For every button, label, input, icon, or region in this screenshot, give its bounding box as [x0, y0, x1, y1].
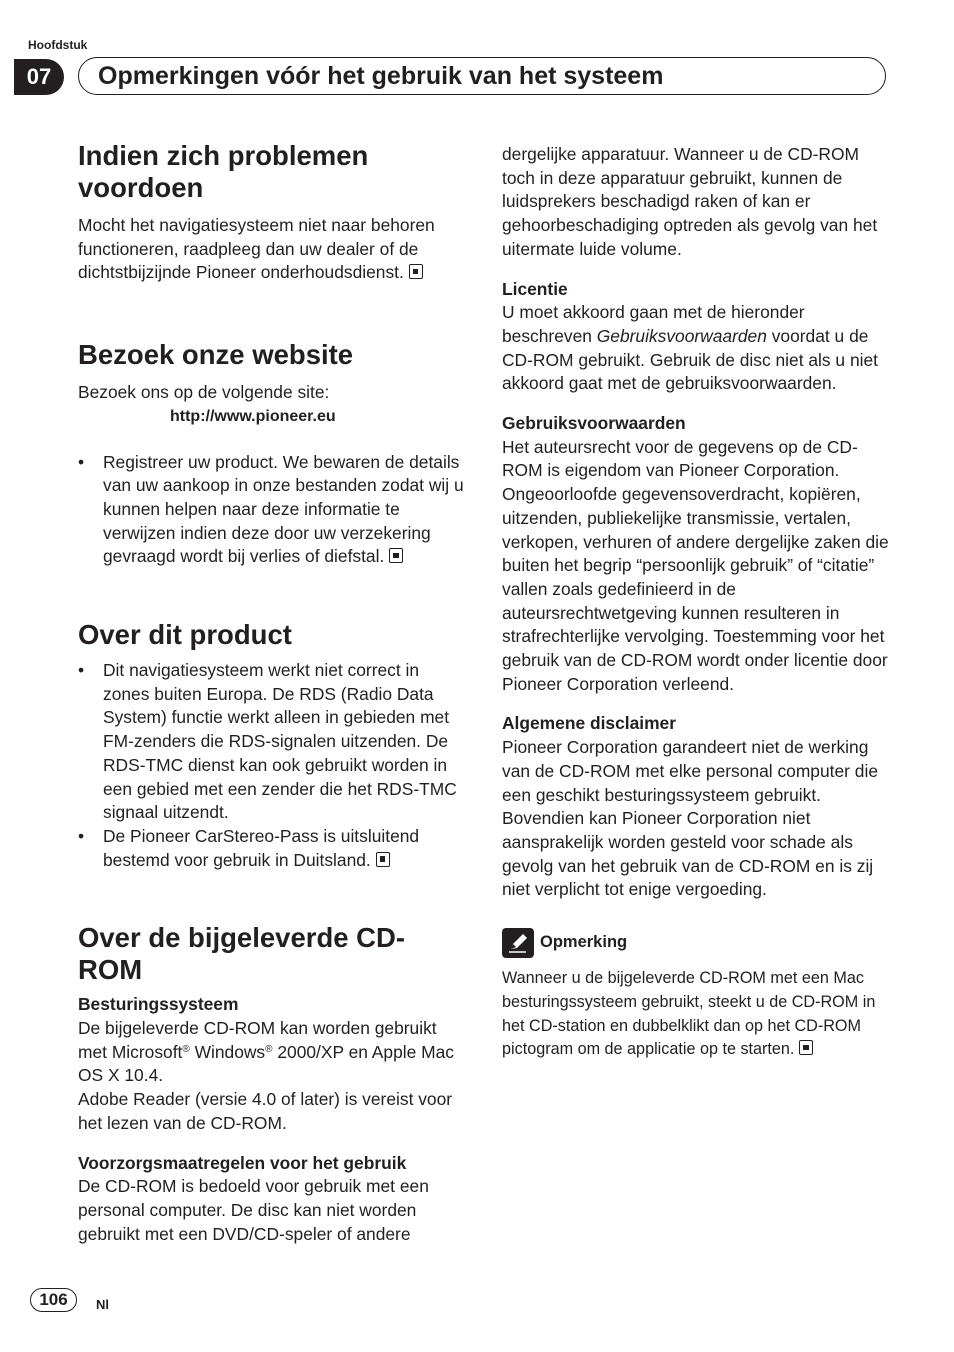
end-mark-icon	[389, 548, 403, 563]
list-item: • De Pioneer CarStereo-Pass is uitsluitend bestemd voor gebruik in Duitsland.	[78, 825, 468, 872]
subheading-disclaimer: Algemene disclaimer	[502, 713, 676, 734]
right-column	[502, 143, 894, 1062]
subheading-precautions: Voorzorgsmaatregelen voor het gebruik	[78, 1152, 407, 1173]
os-paragraph: De bijgeleverde CD-ROM kan worden gebruikt met Microsoft® Windows® 2000/XP en Apple Mac OS X 10.4.	[78, 1018, 454, 1086]
left-column	[78, 140, 468, 1246]
list-item: • Dit navigatiesysteem werkt niet correct in zones buiten Europa. De RDS (Radio Data System) functie werkt alleen in gebieden met FM-zenders die RDS-signalen uitzenden. De RDS-TMC dienst kan ook gebruikt worden in een gebied met een zender die het RDS-TMC signaal uitzendt.	[78, 659, 468, 825]
disclaimer-paragraph: Pioneer Corporation garandeert niet de werking van de CD-ROM met elke personal computer die een geschikt besturingssysteem gebruikt. Bovendien kan Pioneer Corporation niet aansprakelijk worden gesteld voor schade als gevolg van het gebruik van de CD-ROM en is zij niet verplicht tot enige vergoeding.	[502, 737, 878, 900]
section-heading-cdrom: Over de bijgeleverde CD-ROM	[78, 922, 406, 986]
subheading-terms: Gebruiksvoorwaarden	[502, 413, 686, 434]
problems-paragraph: Mocht het navigatiesysteem niet naar behoren functioneren, raadpleeg dan uw dealer of de dichtstbijzijnde Pioneer onderhoudsdienst.	[78, 215, 435, 283]
license-paragraph: U moet akkoord gaan met de hieronder beschreven Gebruiksvoorwaarden voordat u de CD-ROM gebruikt. Gebruik de disc niet als u niet akkoord gaat met de gebruiksvoorwaarden.	[502, 302, 878, 394]
precautions-paragraph: De CD-ROM is bedoeld voor gebruik met een personal computer. De disc kan niet worden gebruikt met een DVD/CD-speler of andere	[78, 1176, 429, 1244]
adobe-paragraph: Adobe Reader (versie 4.0 of later) is vereist voor het lezen van de CD-ROM.	[78, 1089, 453, 1133]
website-url-link[interactable]: http://www.pioneer.eu	[170, 407, 336, 425]
page-number: 106	[30, 1288, 77, 1312]
end-mark-icon	[376, 852, 390, 867]
section-heading-product: Over dit product	[78, 619, 292, 651]
end-mark-icon	[799, 1040, 813, 1055]
pencil-icon	[502, 928, 534, 958]
product-list	[78, 659, 468, 872]
chapter-label: Hoofdstuk	[28, 38, 88, 52]
note-label: Opmerking	[540, 933, 628, 952]
section-heading-website: Bezoek onze website	[78, 339, 354, 371]
note-paragraph: Wanneer u de bijgeleverde CD-ROM met een Mac besturingssysteem gebruikt, steekt u de CD-ROM in het CD-station en dubbelklikt dan op het CD-ROM pictogram om de applicatie op te starten.	[502, 969, 876, 1059]
language-code: Nl	[96, 1297, 109, 1312]
list-item: • Registreer uw product. We bewaren de details van uw aankoop in onze bestanden zodat wij u kunnen helpen naar deze informatie te verwijzen indien deze door uw verzekering gevraagd wordt bij verlies of diefstal.	[78, 451, 468, 570]
website-intro: Bezoek ons op de volgende site:	[78, 382, 330, 403]
chapter-number-badge: 07	[14, 59, 64, 95]
end-mark-icon	[409, 264, 423, 279]
subheading-license: Licentie	[502, 278, 568, 299]
subheading-os: Besturingssysteem	[78, 994, 239, 1015]
note-header	[502, 928, 894, 958]
terms-paragraph: Het auteursrecht voor de gegevens op de CD-ROM is eigendom van Pioneer Corporation. Ongeoorloofde gegevensoverdracht, kopiëren, uitzenden, publiekelijke transmissie, vertalen, verkopen, verhuren of andere dergelijke zaken die buiten het begrip “persoonlijk gebruik” of “citatie” vallen zoals gedefinieerd in de auteursrechtwetgeving kunnen resulteren in strafrechterlijke vervolging. Toestemming voor het gebruik van de CD-ROM wordt onder licentie door Pioneer Corporation verleend.	[502, 436, 889, 694]
section-heading-problems: Indien zich problemen voordoen	[78, 140, 369, 203]
website-list	[78, 451, 468, 570]
continued-paragraph: dergelijke apparatuur. Wanneer u de CD-ROM toch in deze apparatuur gebruikt, kunnen de luidsprekers beschadigd raken of kan er gehoorbeschadiging optreden als gevolg van het uitermate luide volume.	[502, 144, 878, 259]
chapter-title: Opmerkingen vóór het gebruik van het systeem	[98, 62, 664, 90]
